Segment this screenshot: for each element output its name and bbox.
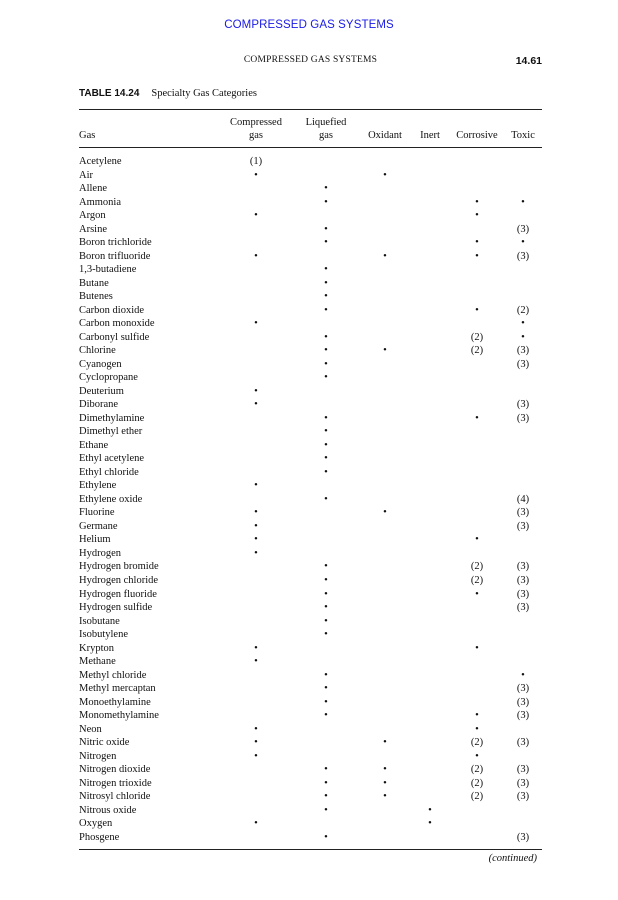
table-row xyxy=(0,750,618,764)
table-row xyxy=(0,331,618,345)
column-header-liquefied-line2: gas xyxy=(319,130,333,141)
cell-corrosive: • xyxy=(475,588,479,600)
cell-compressed-gas: • xyxy=(254,520,258,532)
cell-compressed-gas: • xyxy=(254,169,258,181)
cell-toxic: (3) xyxy=(516,777,530,789)
cell-gas: Isobutane xyxy=(79,615,120,627)
cell-gas: Air xyxy=(79,169,93,181)
cell-liquefied-gas: • xyxy=(324,453,328,465)
cell-toxic: (3) xyxy=(516,791,530,803)
cell-inert: • xyxy=(428,818,432,830)
top-banner-title: COMPRESSED GAS SYSTEMS xyxy=(224,19,394,31)
cell-gas: Nitrosyl chloride xyxy=(79,791,151,803)
cell-gas: Oxygen xyxy=(79,818,113,830)
cell-liquefied-gas: • xyxy=(324,831,328,843)
cell-liquefied-gas: • xyxy=(324,561,328,573)
column-header-compressed-line2: gas xyxy=(249,130,263,141)
cell-gas: Carbonyl sulfide xyxy=(79,331,150,343)
cell-toxic: • xyxy=(521,669,525,681)
table-row xyxy=(0,601,618,615)
cell-compressed-gas: • xyxy=(254,737,258,749)
table-row xyxy=(0,804,618,818)
table-body xyxy=(0,155,618,844)
table-bottom-rule xyxy=(79,849,542,850)
cell-toxic: (3) xyxy=(516,412,530,424)
cell-toxic: (4) xyxy=(516,493,530,505)
cell-liquefied-gas: • xyxy=(324,264,328,276)
cell-gas: Nitrogen dioxide xyxy=(79,764,151,776)
cell-toxic: • xyxy=(521,331,525,343)
table-row xyxy=(0,236,618,250)
cell-toxic: (3) xyxy=(516,561,530,573)
cell-toxic: • xyxy=(521,196,525,208)
table-row xyxy=(0,669,618,683)
cell-liquefied-gas: • xyxy=(324,183,328,195)
cell-compressed-gas: • xyxy=(254,318,258,330)
table-row xyxy=(0,588,618,602)
cell-gas: Nitrogen xyxy=(79,750,117,762)
cell-compressed-gas: • xyxy=(254,399,258,411)
table-header-rule xyxy=(79,147,542,148)
table-number: TABLE 14.24 xyxy=(79,88,140,99)
cell-liquefied-gas: • xyxy=(324,764,328,776)
cell-corrosive: • xyxy=(475,710,479,722)
table-row xyxy=(0,169,618,183)
table-row xyxy=(0,628,618,642)
table-row xyxy=(0,439,618,453)
cell-gas: Boron trichloride xyxy=(79,237,152,249)
cell-compressed-gas: • xyxy=(254,534,258,546)
cell-gas: Germane xyxy=(79,520,118,532)
running-head xyxy=(79,55,542,69)
cell-gas: Phosgene xyxy=(79,831,120,843)
cell-corrosive: • xyxy=(475,723,479,735)
column-header-oxidant: Oxidant xyxy=(368,130,402,141)
cell-toxic: (3) xyxy=(516,399,530,411)
cell-compressed-gas: (1) xyxy=(249,156,263,167)
table-title: Specialty Gas Categories xyxy=(151,88,257,99)
column-header-inert: Inert xyxy=(420,130,440,141)
cell-corrosive: • xyxy=(475,750,479,762)
cell-gas: Nitric oxide xyxy=(79,737,130,749)
cell-gas: Monoethylamine xyxy=(79,696,151,708)
table-row xyxy=(0,533,618,547)
table-row xyxy=(0,304,618,318)
cell-toxic: (3) xyxy=(516,831,530,843)
cell-gas: Ethane xyxy=(79,439,109,451)
cell-compressed-gas: • xyxy=(254,547,258,559)
cell-toxic: (3) xyxy=(516,520,530,532)
cell-toxic: • xyxy=(521,318,525,330)
cell-corrosive: (2) xyxy=(470,331,484,343)
table-row xyxy=(0,777,618,791)
cell-toxic: (3) xyxy=(516,683,530,695)
cell-gas: Hydrogen fluoride xyxy=(79,588,157,600)
running-head-title: COMPRESSED GAS SYSTEMS xyxy=(243,55,378,65)
cell-oxidant: • xyxy=(383,791,387,803)
cell-liquefied-gas: • xyxy=(324,629,328,641)
table-row xyxy=(0,506,618,520)
cell-gas: Butenes xyxy=(79,291,113,303)
cell-compressed-gas: • xyxy=(254,385,258,397)
cell-gas: Nitrogen trioxide xyxy=(79,777,152,789)
cell-corrosive: (2) xyxy=(470,737,484,749)
cell-gas: Monomethylamine xyxy=(79,710,159,722)
cell-liquefied-gas: • xyxy=(324,466,328,478)
table-row xyxy=(0,344,618,358)
table-row xyxy=(0,479,618,493)
cell-compressed-gas: • xyxy=(254,818,258,830)
cell-gas: Carbon dioxide xyxy=(79,304,145,316)
table-row xyxy=(0,398,618,412)
cell-gas: Carbon monoxide xyxy=(79,318,155,330)
table-row xyxy=(0,709,618,723)
table-row xyxy=(0,196,618,210)
table-row xyxy=(0,277,618,291)
cell-oxidant: • xyxy=(383,345,387,357)
table-row xyxy=(0,655,618,669)
column-header-liquefied-line1: Liquefied xyxy=(305,117,347,128)
cell-corrosive: • xyxy=(475,196,479,208)
cell-toxic: (3) xyxy=(516,737,530,749)
table-row xyxy=(0,385,618,399)
cell-toxic: (3) xyxy=(516,588,530,600)
table-row xyxy=(0,520,618,534)
cell-liquefied-gas: • xyxy=(324,683,328,695)
cell-toxic: (3) xyxy=(516,250,530,262)
cell-toxic: (3) xyxy=(516,764,530,776)
cell-gas: 1,3-butadiene xyxy=(79,264,137,276)
table-row xyxy=(0,831,618,845)
cell-liquefied-gas: • xyxy=(324,615,328,627)
table-row xyxy=(0,317,618,331)
cell-liquefied-gas: • xyxy=(324,588,328,600)
cell-gas: Hydrogen sulfide xyxy=(79,602,153,614)
cell-gas: Dimethylamine xyxy=(79,412,145,424)
table-row xyxy=(0,425,618,439)
cell-liquefied-gas: • xyxy=(324,291,328,303)
cell-gas: Cyclopropane xyxy=(79,372,138,384)
column-header-compressed-line1: Compressed xyxy=(230,117,282,128)
cell-liquefied-gas: • xyxy=(324,223,328,235)
table-row xyxy=(0,723,618,737)
cell-corrosive: • xyxy=(475,642,479,654)
cell-liquefied-gas: • xyxy=(324,710,328,722)
cell-liquefied-gas: • xyxy=(324,696,328,708)
table-row xyxy=(0,493,618,507)
cell-toxic: (3) xyxy=(516,696,530,708)
cell-corrosive: (2) xyxy=(470,574,484,586)
cell-toxic: (2) xyxy=(516,304,530,316)
column-header-corrosive: Corrosive xyxy=(456,130,498,141)
cell-corrosive: (2) xyxy=(470,777,484,789)
cell-liquefied-gas: • xyxy=(324,791,328,803)
cell-gas: Ethylene xyxy=(79,480,117,492)
cell-compressed-gas: • xyxy=(254,250,258,262)
cell-gas: Hydrogen bromide xyxy=(79,561,159,573)
cell-gas: Ammonia xyxy=(79,196,121,208)
cell-toxic: (3) xyxy=(516,358,530,370)
cell-corrosive: (2) xyxy=(470,791,484,803)
cell-liquefied-gas: • xyxy=(324,804,328,816)
table-top-rule xyxy=(79,109,542,110)
cell-oxidant: • xyxy=(383,777,387,789)
table-row xyxy=(0,682,618,696)
cell-liquefied-gas: • xyxy=(324,574,328,586)
cell-gas: Fluorine xyxy=(79,507,115,519)
table-row xyxy=(0,290,618,304)
cell-corrosive: • xyxy=(475,304,479,316)
table-row xyxy=(0,452,618,466)
column-header-gas: Gas xyxy=(79,130,96,141)
table-row xyxy=(0,560,618,574)
cell-liquefied-gas: • xyxy=(324,196,328,208)
cell-gas: Diborane xyxy=(79,399,119,411)
cell-liquefied-gas: • xyxy=(324,345,328,357)
table-row xyxy=(0,763,618,777)
cell-liquefied-gas: • xyxy=(324,669,328,681)
table-row xyxy=(0,547,618,561)
cell-liquefied-gas: • xyxy=(324,331,328,343)
table-caption xyxy=(79,88,257,99)
cell-gas: Allene xyxy=(79,183,107,195)
cell-gas: Neon xyxy=(79,723,102,735)
cell-corrosive: • xyxy=(475,210,479,222)
column-header-liquefied-gas xyxy=(286,116,366,142)
table-row xyxy=(0,790,618,804)
cell-corrosive: • xyxy=(475,534,479,546)
cell-liquefied-gas: • xyxy=(324,602,328,614)
cell-corrosive: (2) xyxy=(470,561,484,573)
cell-oxidant: • xyxy=(383,169,387,181)
cell-gas: Methyl chloride xyxy=(79,669,147,681)
cell-gas: Ethyl acetylene xyxy=(79,453,145,465)
cell-gas: Helium xyxy=(79,534,111,546)
cell-toxic: (3) xyxy=(516,602,530,614)
cell-gas: Nitrous oxide xyxy=(79,804,137,816)
cell-liquefied-gas: • xyxy=(324,372,328,384)
table-row xyxy=(0,223,618,237)
cell-inert: • xyxy=(428,804,432,816)
column-header-compressed-gas xyxy=(216,116,296,142)
cell-oxidant: • xyxy=(383,250,387,262)
cell-gas: Arsine xyxy=(79,223,107,235)
table-row xyxy=(0,696,618,710)
table-row xyxy=(0,466,618,480)
cell-toxic: (3) xyxy=(516,574,530,586)
cell-toxic: (3) xyxy=(516,223,530,235)
cell-gas: Cyanogen xyxy=(79,358,122,370)
cell-compressed-gas: • xyxy=(254,723,258,735)
cell-liquefied-gas: • xyxy=(324,237,328,249)
continued-text: (continued) xyxy=(488,853,537,864)
cell-corrosive: • xyxy=(475,250,479,262)
table-row xyxy=(0,155,618,169)
cell-liquefied-gas: • xyxy=(324,493,328,505)
cell-gas: Argon xyxy=(79,210,106,222)
cell-gas: Chlorine xyxy=(79,345,116,357)
cell-gas: Acetylene xyxy=(79,156,122,167)
cell-liquefied-gas: • xyxy=(324,304,328,316)
cell-oxidant: • xyxy=(383,507,387,519)
column-header-toxic: Toxic xyxy=(511,130,535,141)
table-row xyxy=(0,736,618,750)
table-row xyxy=(0,642,618,656)
cell-gas: Ethyl chloride xyxy=(79,466,139,478)
cell-gas: Dimethyl ether xyxy=(79,426,143,438)
cell-gas: Hydrogen chloride xyxy=(79,574,159,586)
cell-compressed-gas: • xyxy=(254,507,258,519)
cell-liquefied-gas: • xyxy=(324,358,328,370)
table-row xyxy=(0,182,618,196)
cell-gas: Krypton xyxy=(79,642,114,654)
table-row xyxy=(0,263,618,277)
cell-gas: Deuterium xyxy=(79,385,124,397)
table-row xyxy=(0,250,618,264)
cell-gas: Methane xyxy=(79,656,116,668)
cell-gas: Methyl mercaptan xyxy=(79,683,156,695)
table-row xyxy=(0,615,618,629)
cell-gas: Hydrogen xyxy=(79,547,121,559)
cell-toxic: • xyxy=(521,237,525,249)
cell-oxidant: • xyxy=(383,737,387,749)
cell-corrosive: (2) xyxy=(470,345,484,357)
cell-oxidant: • xyxy=(383,764,387,776)
table-row xyxy=(0,574,618,588)
table-row xyxy=(0,412,618,426)
cell-liquefied-gas: • xyxy=(324,777,328,789)
table-row xyxy=(0,358,618,372)
cell-gas: Butane xyxy=(79,277,109,289)
cell-gas: Isobutylene xyxy=(79,629,128,641)
cell-toxic: (3) xyxy=(516,345,530,357)
cell-liquefied-gas: • xyxy=(324,412,328,424)
cell-corrosive: (2) xyxy=(470,764,484,776)
cell-corrosive: • xyxy=(475,412,479,424)
table-row xyxy=(0,209,618,223)
cell-liquefied-gas: • xyxy=(324,439,328,451)
cell-toxic: (3) xyxy=(516,710,530,722)
cell-liquefied-gas: • xyxy=(324,277,328,289)
table-row xyxy=(0,817,618,831)
page-number: 14.61 xyxy=(515,55,542,67)
cell-compressed-gas: • xyxy=(254,210,258,222)
cell-liquefied-gas: • xyxy=(324,426,328,438)
cell-compressed-gas: • xyxy=(254,480,258,492)
cell-compressed-gas: • xyxy=(254,642,258,654)
cell-corrosive: • xyxy=(475,237,479,249)
continued-note xyxy=(489,853,537,864)
cell-compressed-gas: • xyxy=(254,750,258,762)
cell-gas: Boron trifluoride xyxy=(79,250,151,262)
cell-toxic: (3) xyxy=(516,507,530,519)
table-row xyxy=(0,371,618,385)
cell-compressed-gas: • xyxy=(254,656,258,668)
cell-gas: Ethylene oxide xyxy=(79,493,143,505)
